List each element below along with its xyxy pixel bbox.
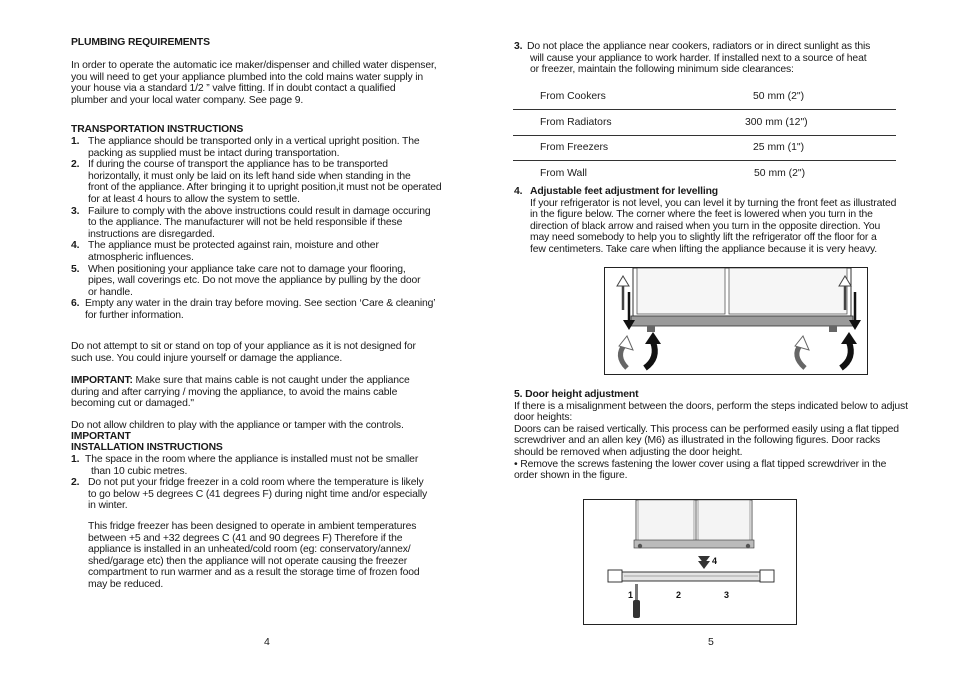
page-number: 4 bbox=[264, 636, 270, 648]
leveling-diagram bbox=[605, 268, 867, 374]
clearance-row: From Cookers 50 mm (2") bbox=[513, 84, 896, 109]
install-item-2: 2. Do not put your fridge freezer in a cold room where the temperature is likely to go below +5 degrees C (41 degrees F) during night time and/or especially in winter. bbox=[71, 477, 428, 512]
ambient-paragraph: This fridge freezer has been designed to operate in ambient temperatures between +5 and +32 degrees C (41 and 90 degrees F) Therefore if the appliance is installed in an unheated/cold room (eg: conservatory/annex/ shed/garage etc) then the appliance will not operate causing the freezer compartment to run warmer and as a result the storage time of frozen food may be reduced. bbox=[88, 521, 420, 590]
clearance-row: From Radiators 300 mm (12") bbox=[513, 109, 896, 135]
plumbing-heading: PLUMBING REQUIREMENTS bbox=[71, 37, 210, 48]
step-label-2: 2 bbox=[676, 590, 682, 600]
sit-warning: Do not attempt to sit or stand on top of your appliance as it is not designed for such use. You could injure yourself or damage the appliance. bbox=[71, 341, 416, 364]
step-label-4: 4 bbox=[712, 556, 718, 566]
transport-item-5: 5. When positioning your appliance take care not to damage your flooring, pipes, wall coverings etc. Do not move the appliance by pulling by the door or handle. bbox=[71, 263, 421, 298]
door-height-section: 5. Door height adjustment If there is a misalignment between the doors, perform the steps indicated below to adjust door heights: Doors can be raised vertically. This process can be performed easily using a flat tipped screwdriver and an allen key (M6) as illustrated in the following figures. Door racks should be removed when adjusting the door height. • Remove the screws fastening the lower cover using a flat tipped screwdriver in the order shown in the figure. bbox=[514, 389, 908, 482]
transport-list bbox=[71, 136, 471, 322]
install-heading: INSTALLATION INSTRUCTIONS bbox=[71, 442, 223, 453]
step-label-1: 1 bbox=[628, 590, 634, 600]
important-heading: IMPORTANT bbox=[71, 431, 131, 442]
transport-item-6: 6. Empty any water in the drain tray before moving. See section ‘Care & cleaning’ for further information. bbox=[71, 298, 436, 321]
clearance-row: From Freezers 25 mm (1") bbox=[513, 135, 896, 161]
clockwise-arrow-icon bbox=[645, 342, 655, 368]
page-number: 5 bbox=[708, 636, 714, 648]
screwdriver-icon bbox=[633, 584, 640, 618]
important-note: IMPORTANT: Make sure that mains cable is not caught under the appliance during and after carrying / moving the appliance, to avoid the mains cable becoming cut or damaged." bbox=[71, 375, 410, 410]
clearance-table bbox=[513, 84, 896, 186]
install-list bbox=[71, 454, 471, 512]
feet-adjustment-figure bbox=[604, 267, 868, 375]
lower-cover-figure bbox=[583, 499, 797, 625]
side-clearance-note: 3. Do not place the appliance near cookers, radiators or in direct sunlight as this will cause your appliance to work harder. If installed next to a source of heat or freezer, maintain the following minimum side clearances: bbox=[514, 41, 871, 76]
lower-cover-diagram bbox=[584, 500, 796, 624]
children-warning: Do not allow children to play with the appliance or tamper with the controls. bbox=[71, 420, 404, 431]
step-label-3: 3 bbox=[724, 590, 730, 600]
transport-item-4: 4. The appliance must be protected against rain, moisture and other atmospheric influences. bbox=[71, 240, 379, 263]
install-item-1: 1. The space in the room where the appliance is installed must not be smaller than 10 cubic metres. bbox=[71, 454, 419, 477]
transport-item-3: 3. Failure to comply with the above instructions could result in damage occuring to the appliance. The manufacturer will not be held responsible if these instructions are disregarded. bbox=[71, 205, 431, 240]
transport-item-2: 2. If during the course of transport the appliance has to be transported horizontally, it must only be laid on its left hand side when standing in the front of the appliance. After bringing it to upright position,it must not be operated for at least 4 hours to allow the system to settle. bbox=[71, 159, 442, 205]
clockwise-arrow-icon-2 bbox=[841, 342, 851, 368]
push-down-arrow-icon bbox=[698, 556, 710, 569]
feet-adjustment-section: 4. Adjustable feet adjustment for levelling If your refrigerator is not level, you can level it by turning the front feet as illustrated in the figure below. The corner where the feet is lowered when you turn in the direction of black arrow and raised when you turn in the opposite direction. You may need somebody to help you to slightly lift the refrigerator off the floor for a few centimeters. Take care when lifting the appliance because it is very heavy. bbox=[514, 186, 897, 255]
clearance-row: From Wall 50 mm (2") bbox=[540, 168, 806, 180]
transport-item-1: 1. The appliance should be transported only in a vertical upright position. The packing as supplied must be intact during transportation. bbox=[71, 136, 420, 159]
plumbing-text: In order to operate the automatic ice maker/dispenser and chilled water dispenser, you will need to get your appliance plumbed into the cold mains water supply in your house via a standard 1/2 ” valve fitting. If in doubt contact a qualified plumber and your local water company. See page 9. bbox=[71, 60, 437, 106]
right-page bbox=[477, 0, 954, 675]
raise-arrow-left-icon bbox=[617, 276, 629, 310]
transport-heading: TRANSPORTATION INSTRUCTIONS bbox=[71, 124, 244, 135]
